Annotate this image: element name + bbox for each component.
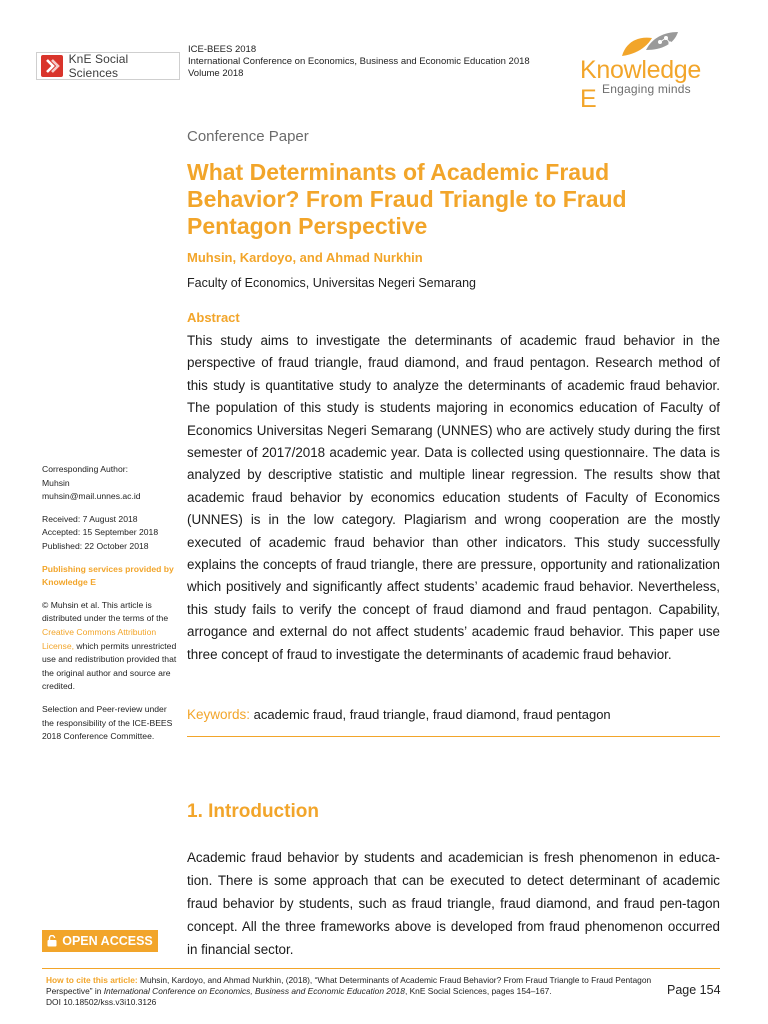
authors: Muhsin, Kardoyo, and Ahmad Nurkhin (187, 250, 423, 265)
corresponding-author (42, 463, 180, 504)
keywords-list: academic fraud, fraud triangle, fraud diamond, fraud pentagon (253, 707, 611, 722)
abstract-heading: Abstract (187, 310, 240, 325)
kne-logo-icon (41, 55, 63, 77)
license-link[interactable]: Creative Commons Attribution License, (42, 626, 157, 651)
cite-part1: Muhsin, Kardoyo, and Ahmad Nurkhin, (2018), “What Determinants of Academic Fraud Behavior? From Fraud Triangle to Fraud Pentagon Perspective” in (46, 975, 652, 996)
corresponding-email[interactable]: muhsin@mail.unnes.ac.id (42, 491, 141, 502)
paper-title: What Determinants of Academic Fraud Behavior? From Fraud Triangle to Fraud Pentagon Perspective (187, 159, 627, 239)
publishing-services: Publishing services provided by Knowledge E (42, 563, 174, 588)
cite-journal: International Conference on Economics, Business and Economic Education 2018 (103, 986, 405, 996)
cite-part2: , KnE Social Sciences, pages 154–167. (404, 986, 552, 996)
knowledge-e-logo (572, 26, 722, 113)
cite-label: How to cite this article: (46, 975, 138, 985)
license-suffix: which permits unrestricted use and redistribution provided that the original author and source are credited. (42, 640, 177, 692)
open-access-label: OPEN ACCESS (62, 934, 153, 948)
article-dates (42, 513, 180, 554)
conference-info (188, 44, 530, 80)
citation (46, 975, 666, 1008)
logo-tagline: Engaging minds (602, 82, 691, 96)
published-date: Published: 22 October 2018 (42, 540, 149, 551)
footer-divider (42, 968, 720, 969)
open-lock-icon (47, 935, 57, 947)
publisher-label: KnE Social Sciences (68, 52, 129, 80)
peer-review-note: Selection and Peer-review under the responsibility of the ICE-BEES 2018 Conference Committee. (42, 703, 173, 742)
sidebar (42, 463, 180, 753)
kne-social-sciences-badge (36, 52, 180, 80)
affiliation: Faculty of Economics, Universitas Negeri Semarang (187, 276, 477, 290)
corresponding-label: Corresponding Author: (42, 464, 128, 474)
conference-short: ICE-BEES 2018 (188, 44, 257, 55)
license-prefix: Muhsin et al. This article is distributed under the terms of the (42, 599, 169, 624)
keywords-divider (187, 736, 720, 737)
conference-full: International Conference on Economics, Business and Economic Education 2018 (188, 56, 530, 67)
license-note (42, 599, 180, 694)
keywords (187, 707, 720, 722)
volume-label: Volume 2018 (188, 68, 244, 79)
paper-type: Conference Paper (187, 128, 309, 145)
abstract-text: This study aims to investigate the determinants of academic fraud behavior in the perspective of fraud triangle, fraud diamond, and fraud pentagon. Research method of this study is quantitative study to analyze the determinants of academic fraud behavior. The population of this study is students majoring in economics education of Faculty of Economics Universitas Negeri Semarang (UNNES) who are actively study during the first semester of 2017/2018 academic year. Data is collected using questionnaire. The data is analyzed by descriptive statistic and multiple linear regression. The results show that academic fraud behavior by economics education students of Faculty of Economics (UNNES) is in the low category. Plagiarism and wrong cooperation are the mostly executed of academic fraud behavior than other indicators. This study successfully explains the concepts of fraud triangle, there are pressure, opportunity and rationalization which positively and significantly affect students’ academic fraud behavior. Nevertheless, this study fails to verify the concept of fraud diamond and fraud pentagon. Capability, arrogance and external do not affect students’ academic fraud behavior. This paper use three concept of fraud to investigate the determinants of academic fraud behavior. (187, 333, 720, 662)
section-heading-introduction: 1. Introduction (187, 801, 319, 822)
introduction-text: Academic fraud behavior by students and academician is fresh phenomenon in educa-tion. There is some approach that can be executed to detect determinant of academic fraud behavior by students, such as fraud triangle, fraud diamond, and fraud pen-tagon concept. All the three frameworks above is developed from fraud phenomenon occurred in financial sector. (187, 850, 720, 957)
logo-brand: Knowledge E (580, 56, 702, 113)
accepted-date: Accepted: 15 September 2018 (42, 527, 159, 538)
doi[interactable]: DOI 10.18502/kss.v3i10.3126 (46, 997, 157, 1007)
corresponding-name: Muhsin (42, 477, 70, 488)
copyright-icon: © (42, 599, 49, 610)
received-date: Received: 7 August 2018 (42, 513, 138, 524)
keywords-label: Keywords: (187, 707, 251, 722)
open-access-badge (42, 930, 158, 952)
page-number: Page 154 (667, 983, 721, 997)
